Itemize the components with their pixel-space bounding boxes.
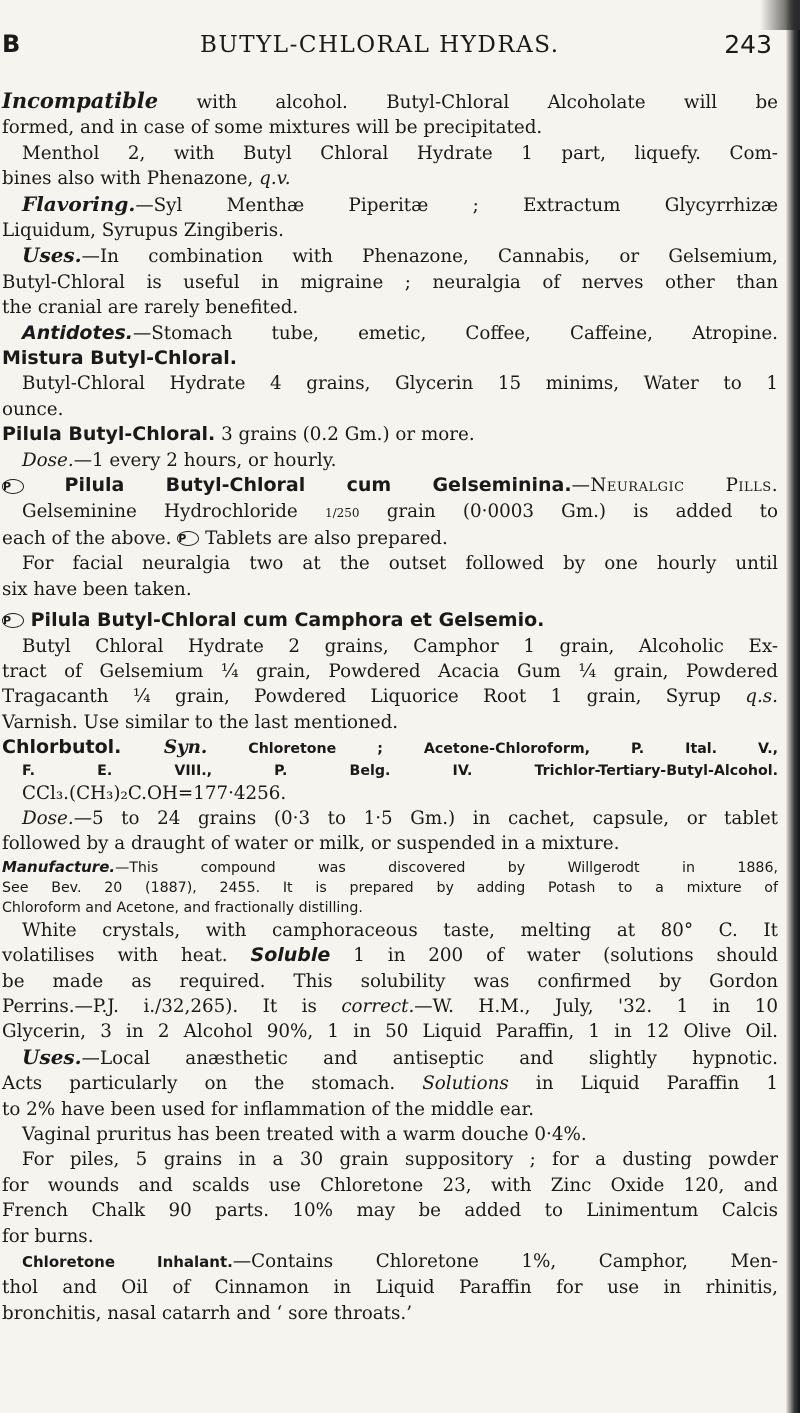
- text-line: for wounds and scalds use Chloretone 23, with Zinc Oxide 120, and: [2, 1174, 778, 1196]
- text-line: Menthol 2, with Butyl Chloral Hydrate 1 part, liquefy. Com-: [22, 142, 778, 164]
- section-heading: P Pilula Butyl-Chloral cum Camphora et Gelsemio.: [3, 609, 545, 632]
- text-line: For facial neuralgia two at the outset followed by one hourly until: [22, 553, 778, 575]
- text-line: ounce.: [2, 398, 64, 420]
- page-corner-shadow: [760, 0, 800, 30]
- page-edge-shadow: [786, 0, 800, 1413]
- text-line: Antidotes.—Stomach tube, emetic, Coffee, Caffeine, Atropine.: [22, 321, 778, 344]
- text-line: Uses.—Local anæsthetic and antiseptic and slightly hypnotic.: [22, 1044, 778, 1069]
- text-line: bronchitis, nasal catarrh and ‘ sore throats.’: [2, 1302, 413, 1324]
- text-line: bines also with Phenazone, q.v.: [2, 168, 291, 190]
- text-line: be made as required. This solubility was confirmed by Gordon: [2, 970, 778, 992]
- page-number: 243: [724, 30, 772, 59]
- text-line: Dose.—5 to 24 grains (0·3 to 1·5 Gm.) in cachet, capsule, or tablet: [22, 807, 778, 829]
- badge-p-icon: P: [177, 531, 199, 546]
- section-heading: P Pilula Butyl-Chloral cum Gelseminina.—Neuralgic Pills.: [3, 474, 779, 497]
- text-line: Chloretone Inhalant.—Contains Chloretone 1%, Camphor, Men-: [22, 1251, 778, 1273]
- text-line: Flavoring.—Syl Menthæ Piperitæ ; Extractum Glycyrrhizæ: [22, 191, 778, 216]
- text-line: F. E. VIII., P. Belg. IV. Trichlor-Tertiary-Butyl-Alcohol.: [22, 762, 778, 779]
- badge-p-icon: P: [2, 613, 24, 628]
- text-line: for burns.: [2, 1225, 94, 1247]
- section-heading: Chlorbutol. Syn. Chloretone ; Acetone-Chloroform, P. Ital. V.,: [2, 736, 778, 759]
- text-line: tract of Gelsemium ¼ grain, Powdered Acacia Gum ¼ grain, Powdered: [2, 660, 778, 682]
- text-line: For piles, 5 grains in a 30 grain suppository ; for a dusting powder: [22, 1149, 778, 1171]
- text-line: Uses.—In combination with Phenazone, Cannabis, or Gelsemium,: [22, 243, 778, 268]
- text-line: Pilula Butyl-Chloral. 3 grains (0.2 Gm.) or more.: [2, 423, 475, 446]
- text-line: Butyl-Chloral Hydrate 4 grains, Glycerin 15 minims, Water to 1: [22, 373, 778, 395]
- text-line: Butyl-Chloral is useful in migraine ; neuralgia of nerves other than: [2, 271, 778, 293]
- text-line: Dose.—1 every 2 hours, or hourly.: [22, 449, 337, 471]
- text-line: Gelseminine Hydrochloride 1/250 grain (0·0003 Gm.) is added to: [22, 500, 778, 522]
- text-line: French Chalk 90 parts. 10% may be added to Linimentum Calcis: [2, 1200, 778, 1222]
- page-body: [2, 88, 778, 1326]
- text-line: Varnish. Use similar to the last mentioned.: [2, 711, 399, 733]
- badge-p-icon: P: [2, 479, 24, 494]
- section-heading: Mistura Butyl-Chloral.: [2, 347, 237, 370]
- running-header: [0, 30, 790, 70]
- text-line: Manufacture.—This compound was discovered by Willgerodt in 1886,: [2, 857, 778, 876]
- text-line: volatilises with heat. Soluble 1 in 200 of water (solutions should: [2, 944, 778, 967]
- text-line: Incompatible with alcohol. Butyl-Chloral Alcoholate will be: [2, 88, 778, 113]
- text-line: Perrins.—P.J. i./32,265). It is correct.—W. H.M., July, '32. 1 in 10: [2, 996, 778, 1017]
- text-line: See Bev. 20 (1887), 2455. It is prepared by adding Potash to a mixture of: [2, 879, 778, 896]
- text-line: six have been taken.: [2, 578, 192, 600]
- text-line: followed by a draught of water or milk, or suspended in a mixture.: [2, 833, 620, 855]
- formula: CCl₃.(CH₃)₂C.OH=177·4256.: [22, 782, 287, 804]
- text-line: Chloroform and Acetone, and fractionally distilling.: [2, 899, 363, 916]
- text-line: White crystals, with camphoraceous taste, melting at 80° C. It: [22, 919, 778, 941]
- text-line: Liquidum, Syrupus Zingiberis.: [2, 220, 284, 242]
- text-line: each of the above. P Tablets are also prepared.: [2, 527, 448, 549]
- text-line: Vaginal pruritus has been treated with a warm douche 0·4%.: [22, 1124, 587, 1146]
- text-line: Acts particularly on the stomach. Solutions in Liquid Paraffin 1: [2, 1073, 778, 1095]
- text-line: formed, and in case of some mixtures will be precipitated.: [2, 117, 543, 139]
- header-section-letter: B: [2, 30, 21, 58]
- text-line: thol and Oil of Cinnamon in Liquid Paraffin for use in rhinitis,: [2, 1277, 778, 1299]
- text-line: the cranial are rarely benefited.: [2, 297, 299, 319]
- text-line: to 2% have been used for inflammation of the middle ear.: [2, 1098, 535, 1120]
- text-line: Glycerin, 3 in 2 Alcohol 90%, 1 in 50 Liquid Paraffin, 1 in 12 Olive Oil.: [2, 1021, 778, 1043]
- header-title: BUTYL-CHLORAL HYDRAS.: [200, 32, 560, 58]
- text-line: Tragacanth ¼ grain, Powdered Liquorice Root 1 grain, Syrup q.s.: [2, 686, 778, 708]
- text-line: Butyl Chloral Hydrate 2 grains, Camphor 1 grain, Alcoholic Ex-: [22, 635, 778, 657]
